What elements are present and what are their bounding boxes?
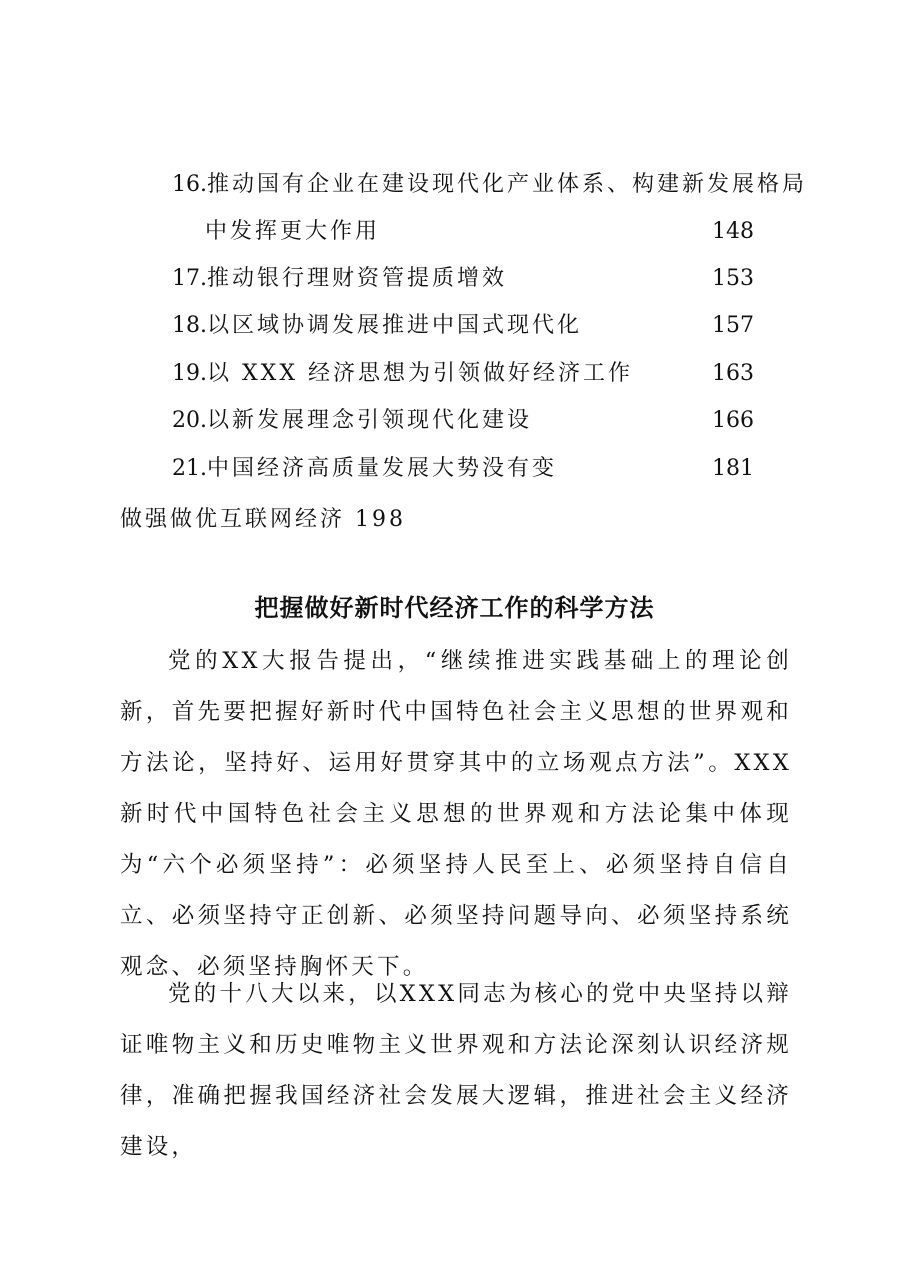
toc-page-number: 153 [712, 266, 754, 291]
toc-item-number: 20. [172, 408, 207, 433]
toc-page-number: 148 [712, 219, 754, 244]
toc-item-16[interactable] [172, 164, 807, 206]
toc-page-number: 163 [712, 361, 754, 386]
toc-item-number: 21. [172, 456, 207, 481]
toc-item-17[interactable] [172, 259, 754, 299]
toc-dot-leader [584, 306, 710, 346]
toc-page-number: 181 [712, 456, 754, 481]
article-paragraph-2: 党的十八大以来，以XXX同志为核心的党中央坚持以辩证唯物主义和历史唯物主义世界观和方法论深刻认识经济规律，准确把握我国经济社会发展大逻辑，推进社会主义经济建设， [120, 981, 792, 1160]
toc-item-title: 以区域协调发展推进中国式现代化 [207, 313, 583, 338]
toc-dot-leader [509, 259, 710, 299]
toc-item-16-continuation[interactable] [205, 212, 754, 252]
toc-item-20[interactable] [172, 401, 754, 441]
toc-item-number: 16. [172, 172, 207, 197]
toc-item-title: 以 XXX 经济思想为引领做好经济工作 [207, 361, 633, 386]
toc-item-title-line2: 中发挥更大作用 [205, 219, 381, 244]
toc-dot-leader [382, 212, 710, 252]
toc-item-number: 19. [172, 361, 207, 386]
toc-page-number: 157 [712, 313, 754, 338]
toc-item-title: 推动银行理财资管提质增效 [207, 266, 508, 291]
toc-item-19[interactable] [172, 354, 754, 394]
toc-dot-leader [635, 354, 710, 394]
toc-item-number: 17. [172, 266, 207, 291]
toc-item-number: 18. [172, 313, 207, 338]
toc-extra-entry[interactable]: 做强做优互联网经济 198 [120, 507, 406, 532]
toc-item-18[interactable] [172, 306, 754, 346]
article-paragraph-1: 党的XX大报告提出，“继续推进实践基础上的理论创新，首先要把握好新时代中国特色社会主义思想的世界观和方法论，坚持好、运用好贯穿其中的立场观点方法”。XXX新时代中国特色社会主义思想的世界观和方法论集中体现为“六个必须坚持”：必须坚持人民至上、必须坚持自信自立、必须坚持守正创新、必须坚持问题导向、必须坚持系统观念、必须坚持胸怀天下。 [120, 648, 792, 980]
toc-dot-leader [559, 449, 710, 489]
toc-item-title: 中国经济高质量发展大势没有变 [207, 456, 558, 481]
toc-page-number: 166 [712, 408, 754, 433]
article-title: 把握做好新时代经济工作的科学方法 [254, 593, 655, 622]
toc-item-title-line1: 推动国有企业在建设现代化产业体系、构建新发展格局 [207, 172, 808, 197]
toc-item-title: 以新发展理念引领现代化建设 [207, 408, 533, 433]
toc-dot-leader [534, 401, 710, 441]
toc-item-21[interactable] [172, 449, 754, 489]
